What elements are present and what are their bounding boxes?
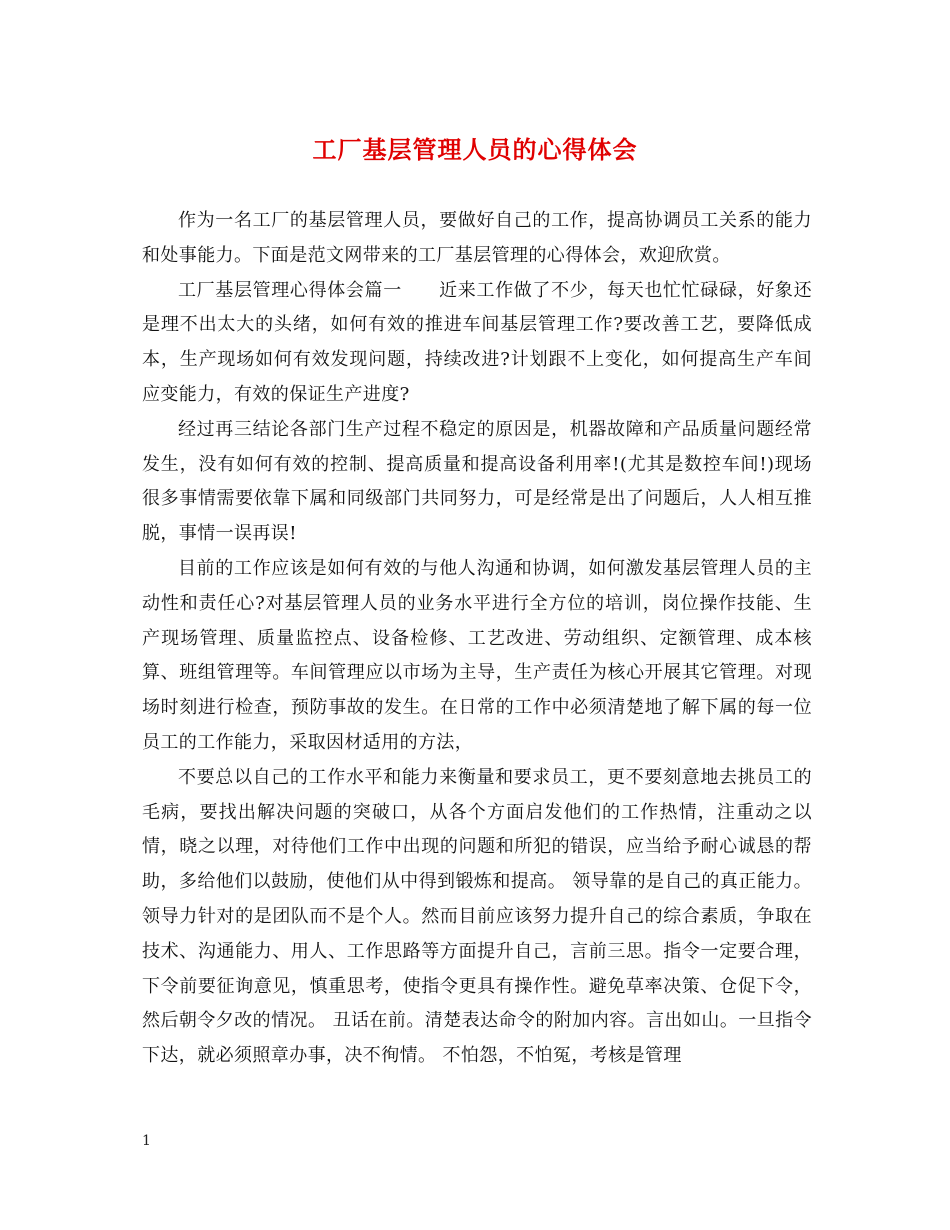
paragraph-leadership: 不要总以自己的工作水平和能力来衡量和要求员工，更不要刻意地去挑员工的毛病，要找出解决问题的突破口，从各个方面启发他们的工作热情，注重动之以情，晓之以理，对待他们工作中出现的问题和所犯的错误，应当给予耐心诚恳的帮助，多给他们以鼓励，使他们从中得到锻炼和提高。 领导靠的是自己的真正能力。领导力针对的是团队而不是个人。然而目前应该努力提升自己的综合素质，争取在技术、沟通能力、用人、工作思路等方面提升自己，言前三思。指令一定要合理，下令前要征询意见，慎重思考，使指令更具有操作性。避免草率决策、仓促下令，然后朝令夕改的情况。 丑话在前。清楚表达命令的附加内容。言出如山。一旦指令下达，就必须照章办事，决不徇情。 不怕怨，不怕冤，考核是管理	[142, 766, 812, 1067]
document-body	[142, 204, 812, 1074]
document-title: 工厂基层管理人员的心得体会	[312, 135, 638, 164]
paragraph-causes: 经过再三结论各部门生产过程不稳定的原因是，机器故障和产品质量问题经常发生，没有如何有效的控制、提高质量和提高设备利用率!(尤其是数控车间!)现场很多事情需要依靠下属和同级部门共同努力，可是经常是出了问题后，人人相互推脱，事情一误再误!	[142, 418, 812, 545]
paragraph-current-work: 目前的工作应该是如何有效的与他人沟通和协调，如何激发基层管理人员的主动性和责任心?对基层管理人员的业务水平进行全方位的培训，岗位操作技能、生产现场管理、质量监控点、设备检修、工艺改进、劳动组织、定额管理、成本核算、班组管理等。车间管理应以市场为主导，生产责任为核心开展其它管理。对现场时刻进行检查，预防事故的发生。在日常的工作中必须清楚地了解下属的每一位员工的工作能力，采取因材适用的方法，	[142, 557, 812, 753]
paragraph-intro: 作为一名工厂的基层管理人员，要做好自己的工作，提高协调员工关系的能力和处事能力。下面是范文网带来的工厂基层管理的心得体会，欢迎欣赏。	[142, 210, 812, 266]
page-number: 1	[142, 1133, 151, 1149]
paragraph-part-one: 工厂基层管理心得体会篇一 近来工作做了不少，每天也忙忙碌碌，好象还是理不出太大的头绪，如何有效的推进车间基层管理工作?要改善工艺，要降低成本，生产现场如何有效发现问题，持续改进?计划跟不上变化，如何提高生产车间应变能力，有效的保证生产进度?	[142, 279, 812, 405]
